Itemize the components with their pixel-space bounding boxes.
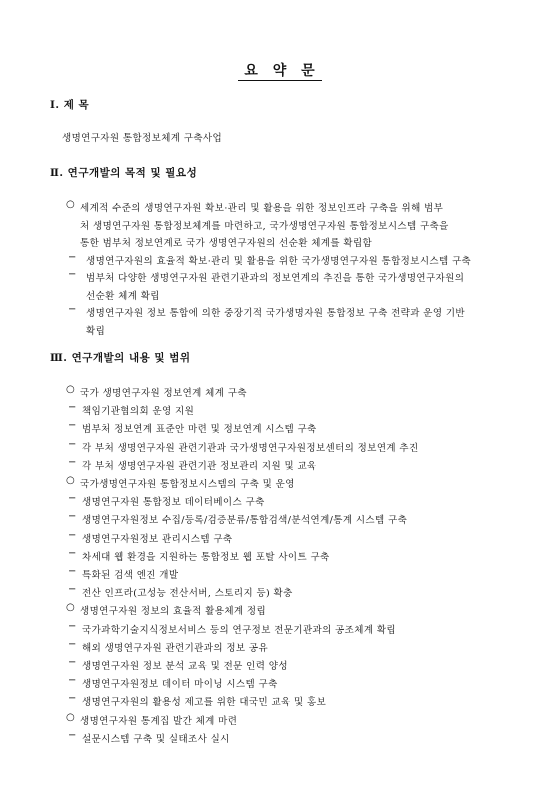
dash-bullet: − [68, 251, 77, 263]
section-heading-2: Ⅱ. 연구개발의 목적 및 필요성 [50, 167, 198, 179]
circle-bullet: ○ [66, 199, 75, 210]
section-heading-1: Ⅰ. 제 목 [50, 99, 90, 111]
content-item: 생명연구자원정보 수집/등록/검증분류/통합검색/분석연계/통계 시스템 구축 [82, 515, 408, 527]
dash-bullet: − [68, 493, 77, 505]
purpose-main-line: 통한 범부처 정보연계로 국가 생명연구자원의 선순환 체계를 확립함 [80, 238, 373, 249]
circle-bullet: ○ [66, 475, 75, 486]
dash-bullet: − [68, 693, 77, 705]
content-heading: 국가 생명연구자원 정보연계 체계 구축 [80, 388, 247, 399]
dash-bullet: − [68, 638, 77, 650]
purpose-sub-line: 범부처 다양한 생명연구자원 관련기관과의 정보연계의 추진을 통한 국가생명연구자원의 [86, 273, 465, 284]
dash-bullet: − [68, 304, 77, 315]
content-item: 특화된 검색 엔진 개발 [82, 570, 179, 581]
content-item: 해외 생명연구자원 관련기관과의 정보 공유 [82, 642, 269, 654]
content-heading: 생명연구자원 통계집 발간 체계 마련 [80, 715, 238, 727]
circle-bullet: ○ [66, 711, 75, 723]
dash-bullet: − [68, 456, 77, 468]
dash-bullet: − [68, 566, 77, 577]
purpose-sub-line: 생명연구자원의 효율적 확보·관리 및 활용을 위한 국가생명연구자원 통합정보시스템 구축 [86, 255, 472, 267]
dash-bullet: − [68, 547, 77, 559]
content-heading: 생명연구자원 정보의 효율적 활용체계 정립 [80, 606, 267, 618]
purpose-main-line: 처 생명연구자원 통합정보체계를 마련하고, 국가생명연구자원 통합정보시스템 구축을 [80, 220, 449, 232]
dash-bullet: − [68, 584, 77, 596]
purpose-main-line: 세계적 수준의 생명연구자원 확보·관리 및 활용을 위한 정보인프라 구축을 위해 범부 [80, 203, 444, 214]
content-item: 설문시스템 구축 및 실태조사 실시 [82, 733, 230, 745]
dash-bullet: − [68, 402, 77, 414]
content-item: 생명연구자원정보 데이터 마이닝 시스템 구축 [82, 679, 278, 691]
dash-bullet: − [68, 438, 77, 450]
content-item: 생명연구자원 정보 분석 교육 및 전문 인력 양성 [82, 661, 288, 672]
dash-bullet: − [68, 269, 77, 280]
content-item: 생명연구자원의 활용성 제고를 위한 대국민 교육 및 홍보 [82, 697, 327, 709]
purpose-sub-line: 생명연구자원 정보 통합에 의한 중장기적 국가생명자원 통합정보 구축 전략과 운영 기반 [86, 308, 465, 319]
purpose-sub-line: 확립 [86, 325, 106, 337]
dash-bullet: − [68, 420, 77, 432]
dash-bullet: − [68, 729, 77, 741]
circle-bullet: ○ [66, 384, 75, 395]
purpose-sub-line: 선순환 체계 확립 [86, 290, 160, 302]
dash-bullet: − [68, 511, 77, 523]
content-item: 차세대 웹 환경을 지원하는 통합정보 웹 포탈 사이트 구축 [82, 551, 330, 563]
dash-bullet: − [68, 620, 77, 632]
content-item: 범부처 정보연계 표준안 마련 및 정보연계 시스템 구축 [82, 424, 317, 436]
content-item: 전산 인프라(고성능 전산서버, 스토리지 등) 확충 [82, 588, 293, 600]
circle-bullet: ○ [66, 602, 75, 614]
subject-text: 생명연구자원 통합정보체계 구축사업 [62, 133, 223, 144]
content-item: 책임기관협의회 운영 지원 [82, 406, 195, 418]
content-item: 국가과학기술지식정보서비스 등의 연구정보 전문기관과의 공조체계 확립 [82, 624, 396, 636]
dash-bullet: − [68, 529, 77, 541]
content-item: 각 부처 생명연구자원 관련기관과 국가생명연구자원정보센터의 정보연계 추진 [82, 442, 419, 454]
content-item: 각 부처 생명연구자원 관련기관 정보관리 지원 및 교육 [82, 460, 317, 472]
section-heading-3: Ⅲ. 연구개발의 내용 및 범위 [50, 352, 191, 364]
dash-bullet: − [68, 657, 77, 668]
content-item: 생명연구자원 통합정보 데이터베이스 구축 [82, 497, 265, 509]
page-title: 요 약 문 [0, 60, 560, 80]
content-heading: 국가생명연구자원 통합정보시스템의 구축 및 운영 [80, 479, 295, 490]
content-item: 생명연구자원정보 관리시스템 구축 [82, 533, 233, 545]
dash-bullet: − [68, 675, 77, 687]
